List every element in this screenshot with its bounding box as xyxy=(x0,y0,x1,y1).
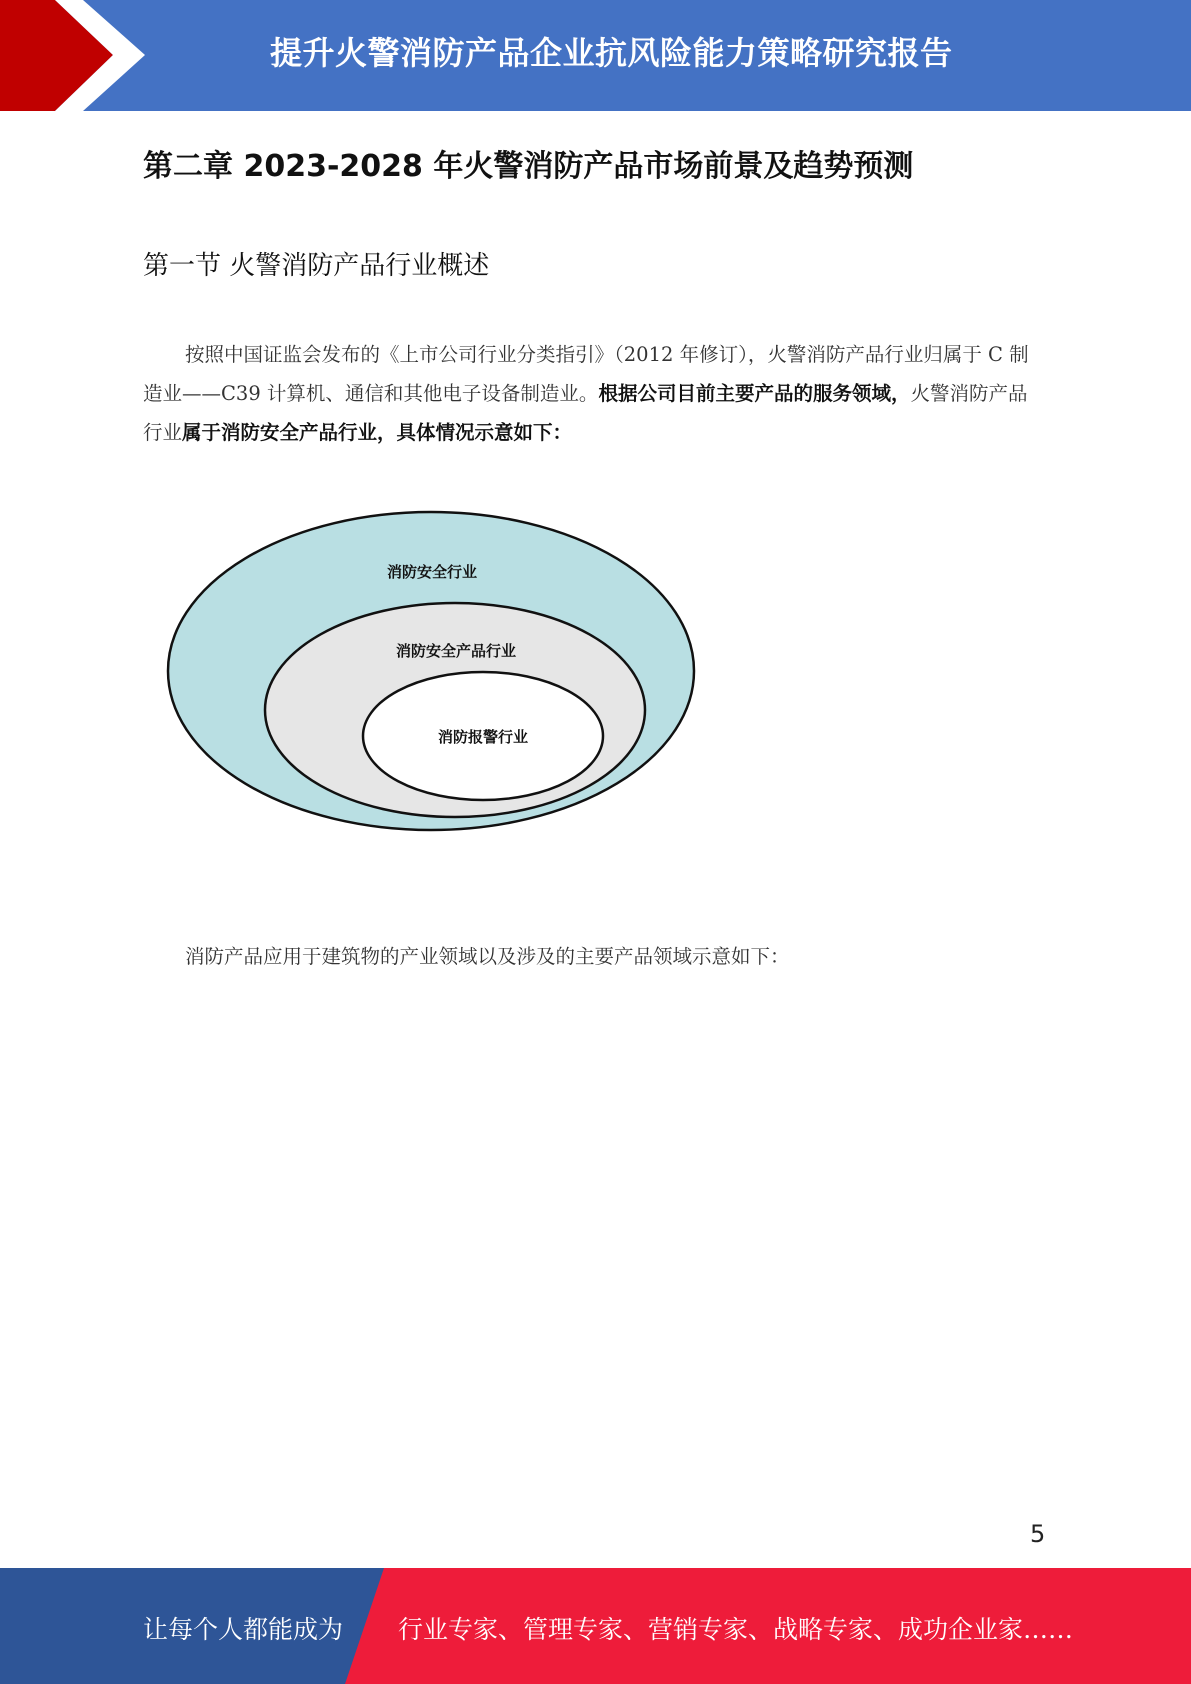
chapter-title: 第二章 2023-2028 年火警消防产品市场前景及趋势预测 xyxy=(143,149,914,184)
inner-label: 消防报警行业 xyxy=(437,728,529,746)
header-arrow-decoration xyxy=(0,0,160,111)
page-number: 5 xyxy=(1030,1520,1046,1548)
paragraph-bold-text: 根据公司目前主要产品的服务领域， xyxy=(598,382,911,405)
footer-slogan-left: 让每个人都能成为 xyxy=(143,1615,344,1644)
industry-classification-diagram xyxy=(160,505,700,835)
paragraph-text: 按照中国证监会发布的《上市公司行业分类指引》（2012 年修订），火警消防产品行业归属于 C 制造业——C39 计算机、通信和其他电子设备制造业。 xyxy=(143,343,1029,405)
section-title: 第一节 火警消防产品行业概述 xyxy=(143,251,490,281)
middle-label: 消防安全产品行业 xyxy=(395,642,517,660)
footer-slogan-right: 行业专家、管理专家、营销专家、战略专家、成功企业家…… xyxy=(398,1615,1074,1644)
paragraph-bold-text: 属于消防安全产品行业，具体情况示意如下： xyxy=(182,421,573,444)
report-title: 提升火警消防产品企业抗风险能力策略研究报告 xyxy=(270,34,953,72)
footer-banner xyxy=(0,1568,1191,1684)
outer-label: 消防安全行业 xyxy=(386,563,478,581)
paragraph-text: 火警消防产品行业 xyxy=(143,382,1028,444)
product-domain-paragraph: 消防产品应用于建筑物的产业领域以及涉及的主要产品领域示意如下： xyxy=(185,945,790,968)
header-bar xyxy=(0,0,1191,111)
intro-paragraph xyxy=(143,335,1043,452)
